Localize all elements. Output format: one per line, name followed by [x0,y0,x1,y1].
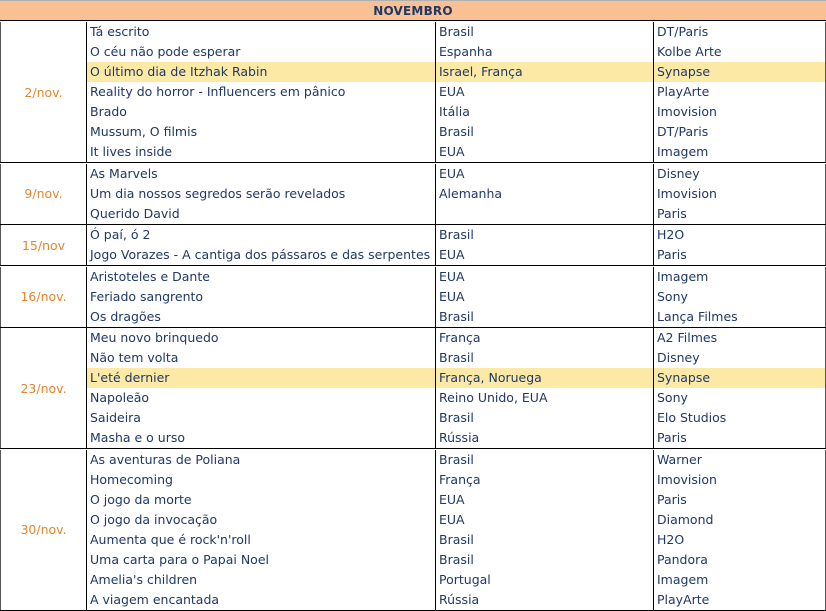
film-title-cell: Querido David [87,204,436,224]
film-title-cell: Uma carta para o Papai Noel [87,550,436,570]
release-row [87,408,826,428]
film-title-cell: Saideira [87,408,436,428]
release-row [87,245,826,265]
release-date-cell: 30/nov. [0,450,87,610]
film-title-cell: Brado [87,102,436,122]
country-cell: Alemanha [436,184,654,204]
film-title-cell: Feriado sangrento [87,287,436,307]
release-row [87,82,826,102]
distributor-cell: Elo Studios [654,408,826,428]
country-cell: Rússia [436,590,654,610]
release-row [87,164,826,184]
distributor-cell: Warner [654,450,826,470]
distributor-cell: A2 Filmes [654,328,826,348]
distributor-cell: DT/Paris [654,122,826,142]
month-header [0,0,826,21]
distributor-cell: Kolbe Arte [654,42,826,62]
distributor-cell: Diamond [654,510,826,530]
distributor-cell: Paris [654,245,826,265]
distributor-cell: Lança Filmes [654,307,826,327]
film-title-cell: It lives inside [87,142,436,162]
country-cell: Israel, França [436,62,654,82]
film-title-cell: Não tem volta [87,348,436,368]
country-cell: EUA [436,164,654,184]
country-cell: Reino Unido, EUA [436,388,654,408]
release-row [87,470,826,490]
film-title-cell: O jogo da morte [87,490,436,510]
date-group [0,164,826,225]
country-cell: França, Noruega [436,368,654,388]
release-row [87,204,826,224]
release-row [87,184,826,204]
release-row [87,122,826,142]
distributor-cell: Pandora [654,550,826,570]
film-title-cell: Masha e o urso [87,428,436,448]
country-cell: EUA [436,267,654,287]
film-title-cell: Meu novo brinquedo [87,328,436,348]
film-title-cell: As aventuras de Poliana [87,450,436,470]
film-title-cell: Tá escrito [87,22,436,42]
release-date-cell: 9/nov. [0,164,87,224]
release-date-cell: 23/nov. [0,328,87,448]
country-cell: Brasil [436,307,654,327]
country-cell: Portugal [436,570,654,590]
release-row [87,490,826,510]
distributor-cell: Imagem [654,142,826,162]
country-cell: EUA [436,510,654,530]
country-cell: Brasil [436,408,654,428]
highlighted-release-row [87,62,826,82]
date-group [0,225,826,266]
country-cell: Brasil [436,450,654,470]
film-title-cell: L'eté dernier [87,368,436,388]
release-row [87,102,826,122]
date-group [0,22,826,163]
release-row [87,267,826,287]
release-row [87,348,826,368]
distributor-cell: Paris [654,204,826,224]
release-date-cell: 16/nov. [0,267,87,327]
release-row [87,328,826,348]
release-row [87,450,826,470]
country-cell: Brasil [436,530,654,550]
film-title-cell: As Marvels [87,164,436,184]
country-cell: Brasil [436,225,654,245]
film-title-cell: Um dia nossos segredos serão revelados [87,184,436,204]
country-cell: Itália [436,102,654,122]
film-title-cell: O jogo da invocação [87,510,436,530]
film-title-cell: Amelia's children [87,570,436,590]
distributor-cell: Paris [654,490,826,510]
film-title-cell: O último dia de Itzhak Rabin [87,62,436,82]
country-cell: EUA [436,287,654,307]
country-cell [436,204,654,224]
distributor-cell: Synapse [654,62,826,82]
month-title: NOVEMBRO [373,3,453,18]
country-cell: Brasil [436,122,654,142]
release-row [87,42,826,62]
release-row [87,225,826,245]
film-title-cell: O céu não pode esperar [87,42,436,62]
country-cell: Brasil [436,22,654,42]
film-title-cell: Mussum, O filmis [87,122,436,142]
distributor-cell: Paris [654,428,826,448]
country-cell: EUA [436,490,654,510]
country-cell: Brasil [436,348,654,368]
country-cell: EUA [436,82,654,102]
film-title-cell: Os dragões [87,307,436,327]
distributor-cell: PlayArte [654,590,826,610]
release-row [87,570,826,590]
distributor-cell: Imovision [654,470,826,490]
release-row [87,550,826,570]
country-cell: Espanha [436,42,654,62]
distributor-cell: Imovision [654,102,826,122]
distributor-cell: Disney [654,348,826,368]
distributor-cell: Sony [654,287,826,307]
distributor-cell: Sony [654,388,826,408]
release-row [87,530,826,550]
distributor-cell: Synapse [654,368,826,388]
release-row [87,388,826,408]
country-cell: EUA [436,142,654,162]
film-title-cell: Aristoteles e Dante [87,267,436,287]
country-cell: Rússia [436,428,654,448]
date-group [0,267,826,328]
release-date-cell: 15/nov [0,225,87,265]
distributor-cell: Imovision [654,184,826,204]
distributor-cell: H2O [654,530,826,550]
date-group [0,328,826,449]
release-row [87,307,826,327]
release-row [87,510,826,530]
distributor-cell: Disney [654,164,826,184]
distributor-cell: Imagem [654,267,826,287]
film-title-cell: Napoleão [87,388,436,408]
release-row [87,287,826,307]
release-date-cell: 2/nov. [0,22,87,162]
date-group [0,450,826,611]
film-title-cell: Homecoming [87,470,436,490]
country-cell: Brasil [436,550,654,570]
release-row [87,428,826,448]
distributor-cell: H2O [654,225,826,245]
country-cell: França [436,470,654,490]
film-title-cell: Ó paí, ó 2 [87,225,436,245]
film-title-cell: Reality do horror - Influencers em pânico [87,82,436,102]
film-title-cell: Aumenta que é rock'n'roll [87,530,436,550]
country-cell: EUA [436,245,654,265]
film-title-cell: Jogo Vorazes - A cantiga dos pássaros e das serpentes [87,245,436,265]
distributor-cell: Imagem [654,570,826,590]
distributor-cell: DT/Paris [654,22,826,42]
country-cell: França [436,328,654,348]
highlighted-release-row [87,368,826,388]
release-row [87,142,826,162]
release-row [87,22,826,42]
film-title-cell: A viagem encantada [87,590,436,610]
distributor-cell: PlayArte [654,82,826,102]
